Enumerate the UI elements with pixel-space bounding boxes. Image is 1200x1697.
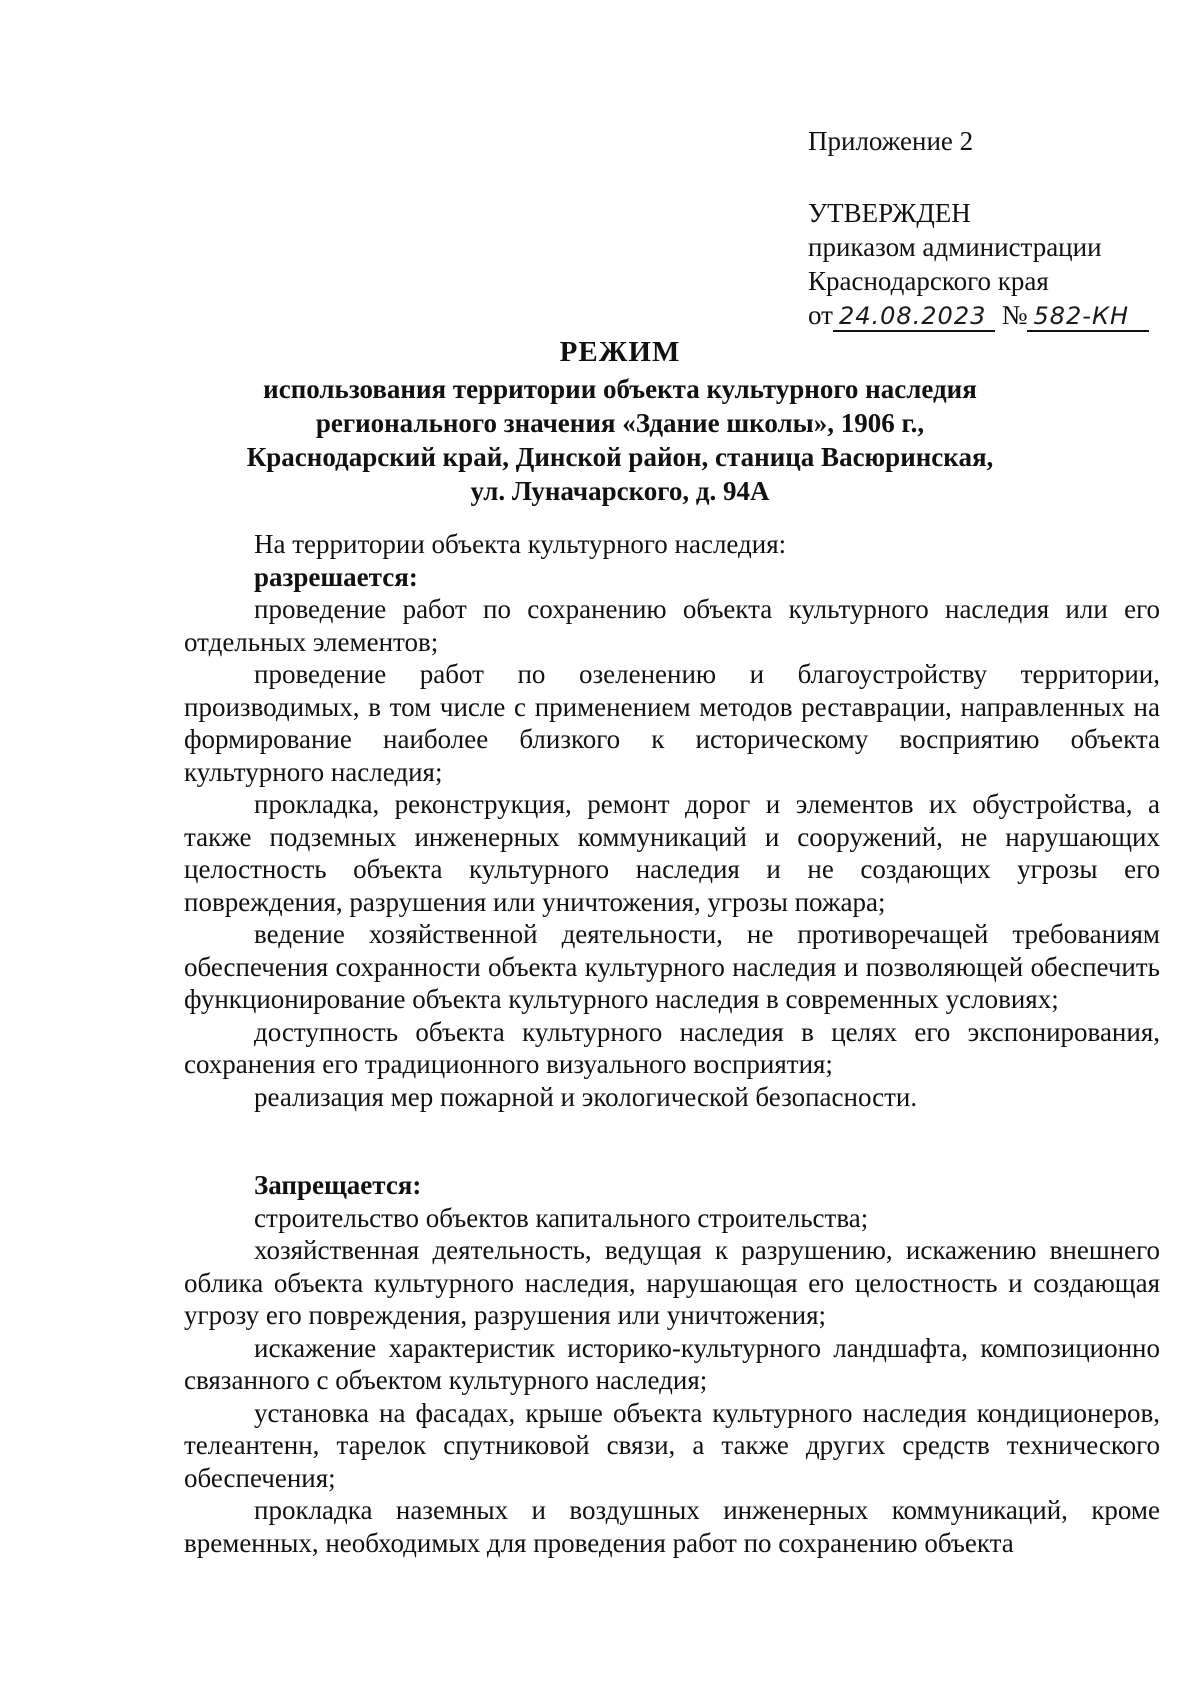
document-title	[180, 332, 1060, 508]
title-line-1: использования территории объекта культурного наследия	[263, 374, 977, 404]
allowed-item: ведение хозяйственной деятельности, не противоречащей требованиям обеспечения сохранности объекта культурного наследия и позволяющей обеспечить функционирование объекта культурного наследия в современных условиях;	[184, 919, 1160, 1014]
approved-label: УТВЕРЖДЕН	[808, 198, 971, 228]
prohibited-item: строительство объектов капитального строительства;	[254, 1202, 869, 1233]
allowed-item: прокладка, реконструкция, ремонт дорог и элементов их обустройства, а также подземных инженерных коммуникаций и сооружений, не нарушающих целостность объекта культурного наследия и не создающих угрозы его повреждения, разрушения или уничтожения, угрозы пожара;	[184, 789, 1160, 917]
section-spacer	[184, 1113, 1160, 1169]
approval-line-2: Краснодарского края	[808, 266, 1049, 296]
number-prefix: №	[1001, 300, 1028, 330]
approval-line-1: приказом администрации	[808, 232, 1102, 262]
intro-paragraph: На территории объекта культурного наследия:	[254, 529, 787, 559]
title-main: РЕЖИМ	[559, 336, 681, 368]
handwritten-date: 24.08.2023	[833, 302, 995, 332]
title-line-3: Краснодарский край, Динской район, станица Васюринская,	[246, 442, 994, 472]
prohibited-heading: Запрещается:	[254, 1170, 422, 1200]
approval-block	[808, 124, 1188, 332]
handwritten-number: 582-КН	[1027, 302, 1149, 332]
appendix-label: Приложение 2	[808, 126, 974, 156]
allowed-item: реализация мер пожарной и экологической безопасности.	[254, 1081, 918, 1112]
title-line-2: регионального значения «Здание школы», 1906 г.,	[315, 408, 925, 438]
allowed-heading: разрешается:	[254, 561, 418, 592]
prohibited-item: хозяйственная деятельность, ведущая к разрушению, искажению внешнего облика объекта культурного наследия, нарушающая его целостность и создающая угрозу его повреждения, разрушения или уничтожения;	[184, 1235, 1160, 1330]
title-line-4: ул. Луначарского, д. 94А	[470, 476, 770, 506]
document-body	[184, 528, 1160, 1559]
approval-date-line	[808, 298, 1188, 332]
allowed-item: проведение работ по сохранению объекта культурного наследия или его отдельных элементов;	[184, 594, 1160, 657]
prohibited-item: установка на фасадах, крыше объекта культурного наследия кондиционеров, телеантенн, тарелок спутниковой связи, а также других средств технического обеспечения;	[184, 1397, 1160, 1493]
prohibited-item: искажение характеристик историко-культурного ландшафта, композиционно связанного с объектом культурного наследия;	[184, 1332, 1160, 1395]
allowed-item: доступность объекта культурного наследия в целях его экспонирования, сохранения его традиционного визуального восприятия;	[184, 1016, 1160, 1079]
prohibited-item: прокладка наземных и воздушных инженерных коммуникаций, кроме временных, необходимых для проведения работ по сохранению объекта	[184, 1495, 1160, 1558]
allowed-item: проведение работ по озеленению и благоустройству территории, производимых, в том числе с применением методов реставрации, направленных на формирование наиболее близкого к историческому восприятию объекта культурного наследия;	[184, 659, 1160, 787]
date-prefix: от	[808, 300, 833, 330]
